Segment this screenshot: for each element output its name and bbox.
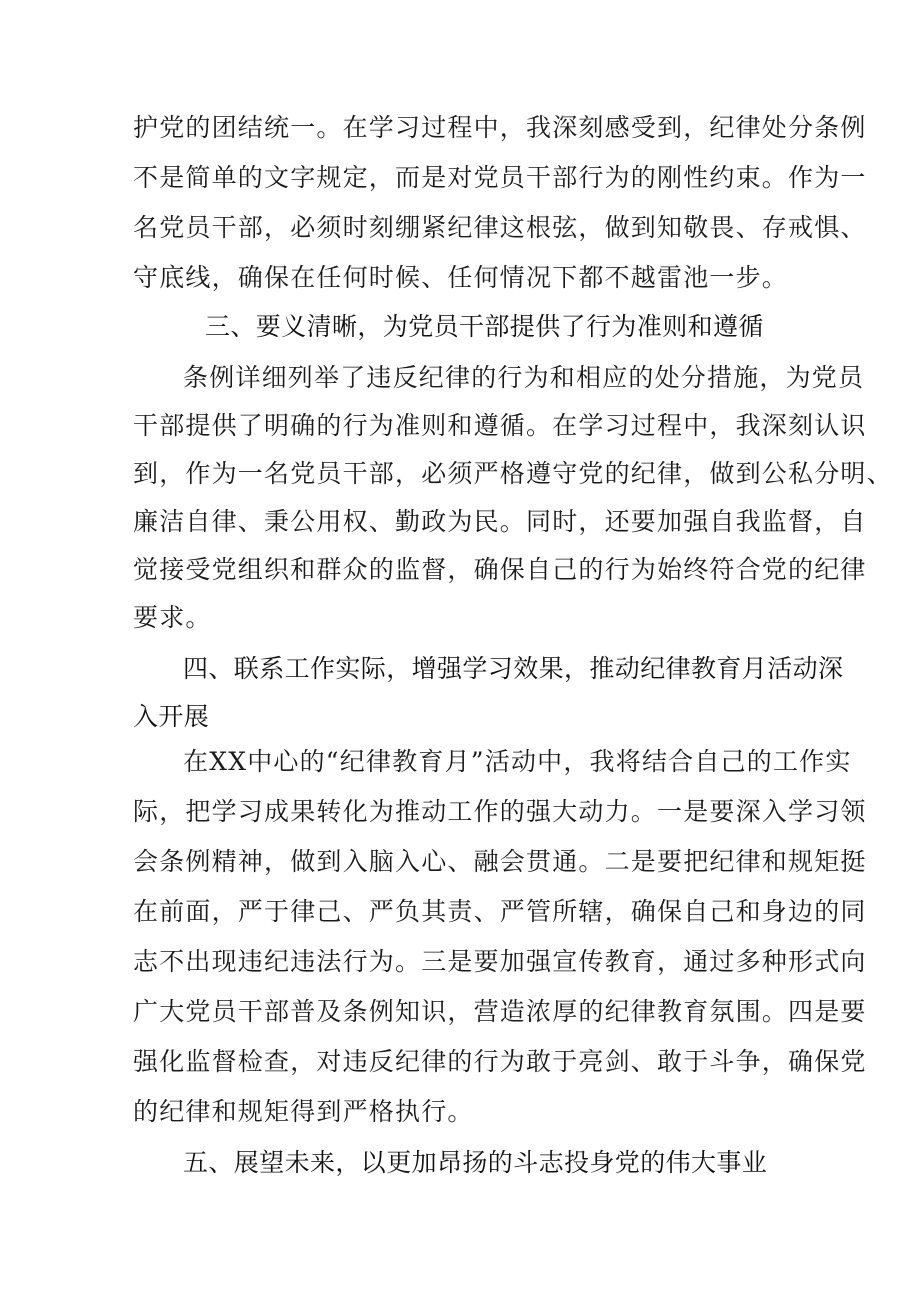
paragraph-3-line-6: 广大党员干部普及条例知识，营造浓厚的纪律教育氛围。四是要: [133, 997, 867, 1026]
paragraph-3-line-3: 会条例精神，做到入脑入心、融会贯通。二是要把纪律和规矩挺: [133, 847, 867, 876]
paragraph-1-line-3: 名党员干部，必须时刻绷紧纪律这根弦，做到知敬畏、存戒惧、: [133, 213, 867, 242]
paragraph-3-line-4: 在前面，严于律己、严负其责、严管所辖，确保自己和身边的同: [133, 897, 867, 926]
paragraph-2-line-6: 要求。: [133, 603, 212, 632]
paragraph-3-line-1: 在XX中心的“纪律教育月”活动中，我将结合自己的工作实: [183, 747, 852, 776]
paragraph-2-line-2: 干部提供了明确的行为准则和遵循。在学习过程中，我深刻认识: [133, 411, 867, 440]
paragraph-3-line-8: 的纪律和规矩得到严格执行。: [133, 1097, 474, 1126]
section-heading-5: 五、展望未来，以更加昂扬的斗志投身党的伟大事业: [183, 1148, 768, 1177]
paragraph-1-line-4: 守底线，确保在任何时候、任何情况下都不越雷池一步。: [133, 263, 789, 292]
paragraph-2-line-3: 到，作为一名党员干部，必须严格遵守党的纪律，做到公私分明、: [133, 459, 893, 488]
section-heading-4-line-1: 四、联系工作实际，增强学习效果，推动纪律教育月活动深: [183, 654, 844, 683]
section-heading-4-line-2: 入开展: [133, 702, 210, 731]
paragraph-3-line-2: 际，把学习成果转化为推动工作的强大动力。一是要深入学习领: [133, 797, 867, 826]
paragraph-3-line-5: 志不出现违纪违法行为。三是要加强宣传教育，通过多种形式向: [133, 947, 867, 976]
section-heading-3: 三、要义清晰，为党员干部提供了行为准则和遵循: [205, 312, 764, 341]
paragraph-2-line-4: 廉洁自律、秉公用权、勤政为民。同时，还要加强自我监督，自: [133, 507, 867, 536]
paragraph-1-line-1: 护党的团结统一。在学习过程中，我深刻感受到，纪律处分条例: [133, 113, 867, 142]
paragraph-1-line-2: 不是简单的文字规定，而是对党员干部行为的刚性约束。作为一: [133, 163, 867, 192]
paragraph-3-line-7: 强化监督检查，对违反纪律的行为敢于亮剑、敢于斗争，确保党: [133, 1047, 867, 1076]
paragraph-2-line-1: 条例详细列举了违反纪律的行为和相应的处分措施，为党员: [183, 363, 865, 392]
paragraph-2-line-5: 觉接受党组织和群众的监督，确保自己的行为始终符合党的纪律: [133, 555, 867, 584]
